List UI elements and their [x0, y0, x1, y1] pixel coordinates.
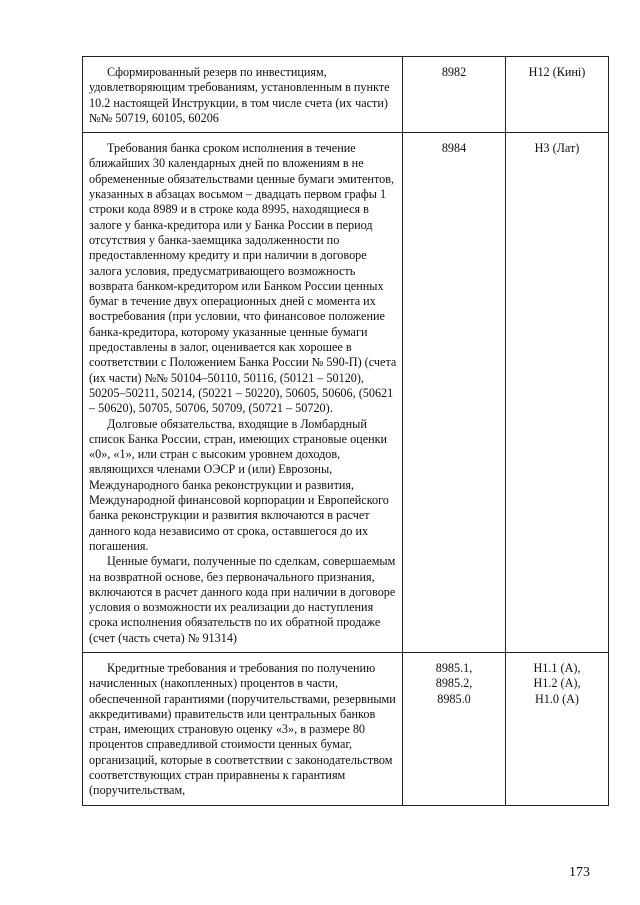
description-paragraph: Кредитные требования и требования по получению начисленных (накопленных) процентов в части, обеспеченной гарантиями (поручительствами, резервными аккредитивами) правительств или центральных банков стран, имеющих страновую оценку «3», в размере 80 процентов справедливой стоимости ценных бумаг, организаций, которые в соответствии с законодательством соответствующих стран приравнены к гарантиям (поручительствам,	[89, 660, 396, 798]
description-cell	[83, 652, 403, 805]
indicator-value: Н1.0 (А)	[534, 691, 579, 706]
indicator-cell	[506, 57, 609, 133]
indicator-value: Н1.1 (А),	[533, 660, 581, 675]
indicator-value: Н1.2 (А),	[533, 676, 581, 691]
code-value: 8985.0	[437, 691, 471, 706]
code-value: 8985.1,	[435, 660, 473, 675]
description-paragraph: Ценные бумаги, полученные по сделкам, совершаемым на возвратной основе, без первоначального признания, включаются в расчет данного кода при наличии в договоре условия о возможности их реализации до наступления срока исполнения обязательств по их обратной продаже (счет (часть счета) № 91314)	[89, 554, 396, 645]
indicator-cell	[506, 133, 609, 653]
code-cell	[403, 57, 506, 133]
page-number: 173	[569, 865, 590, 880]
table-row	[83, 133, 609, 653]
code-cell	[403, 652, 506, 805]
description-paragraph: Требования банка сроком исполнения в течение ближайших 30 календарных дней по вложениям в не обремененные обязательствами ценные бумаги эмитентов, указанных в абзацах восьмом – двадцать первом графы 1 строки кода 8989 и в строке кода 8995, находящиеся в залоге у банка-кредитора или у Банка России в период отсутствия у банка-заемщика задолженности по предоставленному кредиту и при наличии в договоре залога условия, предусматривающего возможность возврата банком-кредитором или Банком России ценных бумаг в течение двух операционных дней с момента их востребования (при условии, что финансовое положение банка-кредитора, которому указанные ценные бумаги предоставлены в залог, оценивается как хорошее в соответствии с Положением Банка России № 590-П) (счета (их части) №№ 50104–50110, 50116, (50121 – 50120), 50205–50211, 50214, (50221 – 50220), 50605, 50606, (50621 – 50620), 50705, 50706, 50709, (50721 – 50720).	[89, 141, 397, 416]
code-value: 8985.2,	[435, 676, 473, 691]
table-row	[83, 652, 609, 805]
code-value: 8982	[441, 65, 467, 79]
indicator-cell	[506, 652, 609, 805]
indicator-value: Н3 (Лат)	[534, 141, 580, 156]
description-paragraph: Сформированный резерв по инвестициям, удовлетворяющим требованиям, установленным в пункте 10.2 настоящей Инструкции, в том числе счета (их части) №№ 50719, 60105, 60206	[89, 65, 390, 125]
indicator-value: Н12 (Кинi)	[528, 65, 586, 79]
description-cell	[83, 133, 403, 653]
accounts-table	[82, 56, 609, 806]
description-paragraph: Долговые обязательства, входящие в Ломбардный список Банка России, стран, имеющих страновые оценки «0», «1», или стран с высоким уровнем доходов, являющихся членами ОЭСР и (или) Еврозоны, Международного банка реконструкции и развития, Международной финансовой корпорации и Европейского банка реконструкции и развития включаются в расчет данного кода независимо от срока, оставшегося до их погашения.	[89, 416, 389, 553]
description-cell	[83, 57, 403, 133]
table-row	[83, 57, 609, 133]
code-cell	[403, 133, 506, 653]
code-value: 8984	[441, 141, 467, 156]
